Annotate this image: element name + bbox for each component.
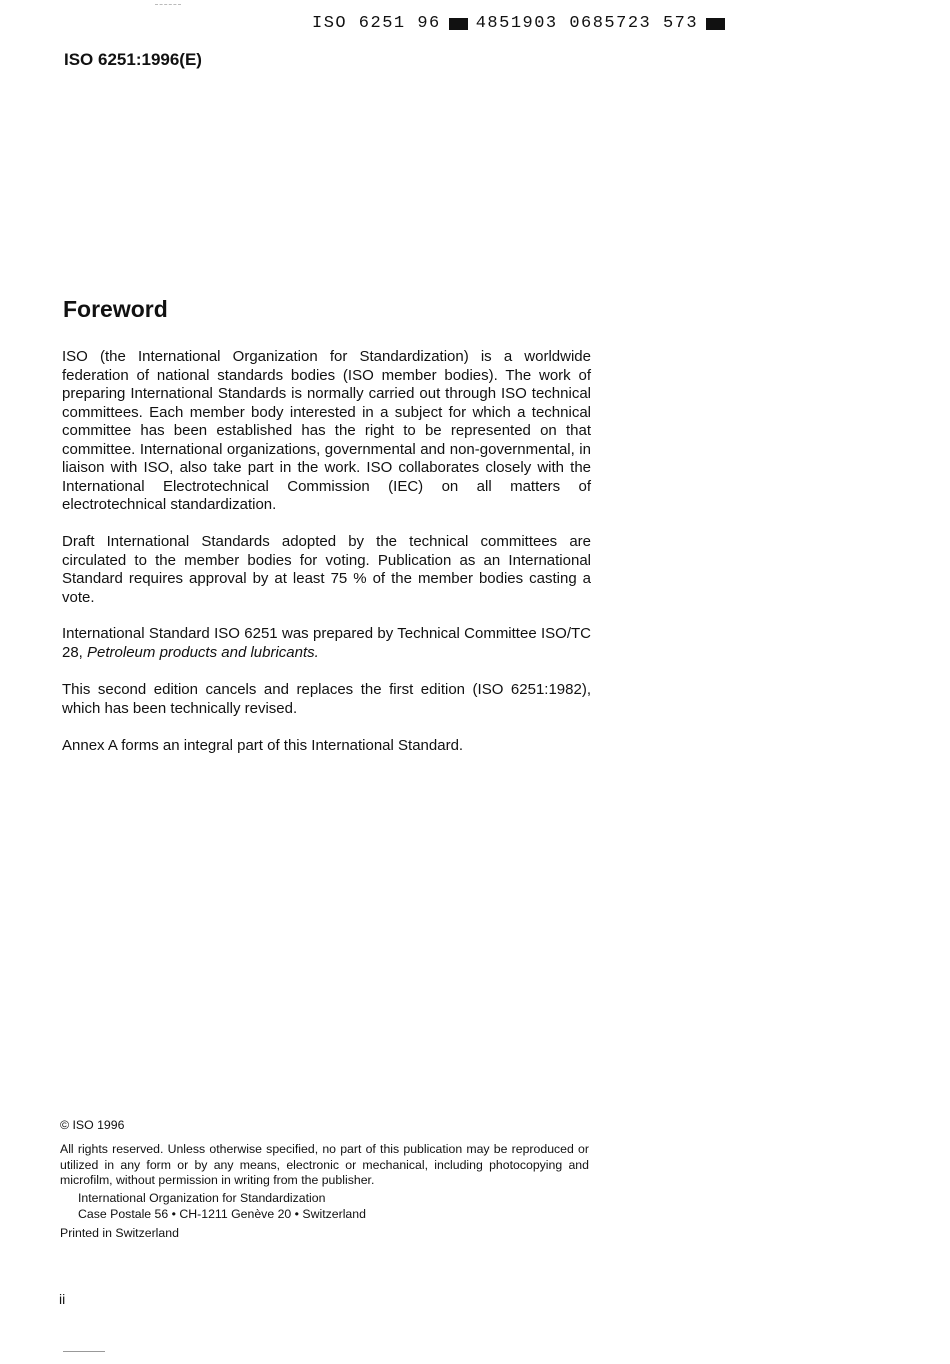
paragraph-iso-description: ISO (the International Organization for Standardization) is a worldwide federation of national standards bodies (ISO member bodies). The work of preparing International Standards is normally carried out through ISO technical committees. Each member body interested in a subject for which a technical committee has been established has the right to be represented on that committee. International organizations, governmental and non-governmental, in liaison with ISO, also take part in the work. ISO collaborates closely with the International Electrotechnical Commission (IEC) on all matters of electrotechnical standardization. xyxy=(62,348,591,513)
page-number: ii xyxy=(59,1291,66,1307)
rights-notice: All rights reserved. Unless otherwise specified, no part of this publication may be reproduced or utilized in any form or by any means, electronic or mechanical, including photocopying and microfilm, without permission in writing from the publisher. xyxy=(60,1142,589,1187)
printed-location: Printed in Switzerland xyxy=(60,1226,179,1240)
paragraph-second-edition: This second edition cancels and replaces the first edition (ISO 6251:1982), which has been technically revised. xyxy=(62,681,591,717)
scan-block-mark-end xyxy=(706,18,725,30)
paragraph-prepared-by xyxy=(62,625,591,662)
scan-code-text-2: 4851903 0685723 573 xyxy=(475,14,699,33)
scan-block-mark xyxy=(449,18,468,30)
scan-mark-top xyxy=(155,4,181,6)
copyright-line: © ISO 1996 xyxy=(60,1118,125,1132)
document-id: ISO 6251:1996(E) xyxy=(64,50,202,69)
scan-mark-bottom xyxy=(63,1351,105,1352)
scan-code xyxy=(312,14,725,33)
committee-title: Petroleum products and lubricants. xyxy=(87,643,319,661)
paragraph-annex: Annex A forms an integral part of this International Standard. xyxy=(62,737,464,754)
organization-address: Case Postale 56 • CH-1211 Genève 20 • Switzerland xyxy=(78,1207,366,1221)
organization-name: International Organization for Standardization xyxy=(78,1191,326,1205)
paragraph-draft-standards: Draft International Standards adopted by the technical committees are circulated to the member bodies for voting. Publication as an International Standard requires approval by at least 75 % of the member bodies casting a vote. xyxy=(62,533,591,606)
scan-code-text: ISO 6251 96 xyxy=(312,14,441,33)
prepared-by-text: International Standard ISO 6251 was prepared by Technical Committee ISO/TC 28, xyxy=(62,625,591,661)
page-title: Foreword xyxy=(63,296,168,322)
